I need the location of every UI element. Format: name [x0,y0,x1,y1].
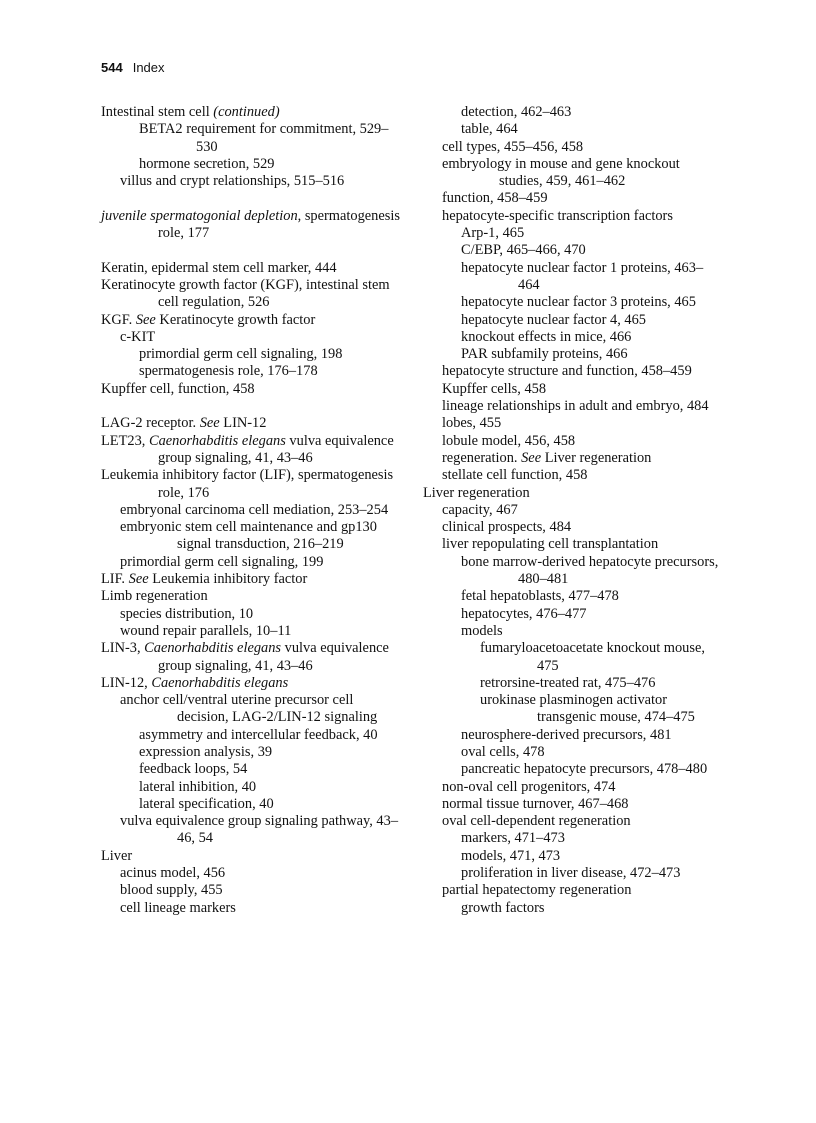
index-entry: LIF. See Leukemia inhibitory factor [101,571,308,588]
entry-spacer [101,242,401,259]
index-entry: LIN-3, Caenorhabditis elegans vulva equivalence group signaling, 41, 43–46 [101,640,389,674]
index-subentry: pancreatic hepatocyte precursors, 478–480 [461,761,708,778]
index-subentry: fumaryloacetoacetate knockout mouse, 475 [480,640,705,674]
index-subentry: knockout effects in mice, 466 [461,328,632,345]
index-subentry: expression analysis, 39 [139,743,273,760]
index-subentry: vulva equivalence group signaling pathway, 43–46, 54 [120,813,399,847]
index-entry: LAG-2 receptor. See LIN-12 [101,415,267,432]
index-subentry: embryology in mouse and gene knockout studies, 459, 461–462 [442,155,680,190]
index-entry: juvenile spermatogonial depletion, spermatogenesis role, 177 [101,207,400,242]
entry-spacer [101,190,401,207]
index-subentry: feedback loops, 54 [139,761,248,778]
index-subentry: hepatocyte nuclear factor 4, 465 [461,311,646,328]
index-subentry: C/EBP, 465–466, 470 [461,242,586,259]
index-subentry: regeneration. See Liver regeneration [442,449,652,466]
index-subentry: proliferation in liver disease, 472–473 [461,865,681,882]
index-subentry: stellate cell function, 458 [442,467,588,484]
index-subentry: oval cells, 478 [461,743,545,760]
index-subentry: normal tissue turnover, 467–468 [442,795,629,812]
index-subentry: hepatocyte structure and function, 458–459 [442,363,692,380]
index-subentry: Kupffer cells, 458 [442,380,547,397]
index-subentry: embryonic stem cell maintenance and gp130 signal transduction, 216–219 [120,519,377,553]
index-subentry: asymmetry and intercellular feedback, 40 [139,726,378,743]
index-subentry: lobule model, 456, 458 [442,432,576,449]
index-subentry: non-oval cell progenitors, 474 [442,778,616,795]
index-subentry: lineage relationships in adult and embryo, 484 [442,398,709,415]
index-column-right [423,104,723,917]
index-entry: LIN-12, Caenorhabditis elegans [101,674,289,691]
index-entry: Limb regeneration [101,588,208,605]
index-subentry: species distribution, 10 [120,605,254,622]
index-subentry: Arp-1, 465 [461,225,525,242]
index-subentry: models [461,622,503,639]
index-subentry: BETA2 requirement for commitment, 529–530 [139,121,389,155]
index-subentry: hepatocyte nuclear factor 1 proteins, 463–464 [461,259,704,293]
index-entry: KGF. See Keratinocyte growth factor [101,311,316,328]
index-subentry: capacity, 467 [442,501,518,518]
index-subentry: urokinase plasminogen activator transgenic mouse, 474–475 [480,692,695,726]
index-subentry: partial hepatectomy regeneration [442,882,632,899]
index-subentry: hepatocytes, 476–477 [461,605,587,622]
index-subentry: retrorsine-treated rat, 475–476 [480,674,656,691]
index-subentry: acinus model, 456 [120,865,226,882]
index-subentry: primordial germ cell signaling, 198 [139,346,343,363]
index-subentry: primordial germ cell signaling, 199 [120,553,324,570]
page-number: 544 [101,60,123,75]
index-subentry: detection, 462–463 [461,104,572,120]
index-subentry: lateral specification, 40 [139,795,274,812]
index-subentry: villus and crypt relationships, 515–516 [120,173,345,190]
index-entry: Leukemia inhibitory factor (LIF), spermatogenesis role, 176 [101,467,394,501]
index-entry: Keratinocyte growth factor (KGF), intestinal stem cell regulation, 526 [101,276,390,311]
index-subentry: fetal hepatoblasts, 477–478 [461,588,619,605]
index-subentry: markers, 471–473 [461,830,565,847]
index-subentry: PAR subfamily proteins, 466 [461,346,628,363]
index-subentry: growth factors [461,899,545,916]
index-subentry: lateral inhibition, 40 [139,778,257,795]
running-head [101,60,165,75]
index-subentry: hormone secretion, 529 [139,155,275,172]
index-subentry: liver repopulating cell transplantation [442,536,659,553]
index-subentry: embryonal carcinoma cell mediation, 253–254 [120,501,389,518]
index-subentry: oval cell-dependent regeneration [442,813,631,830]
index-subentry: table, 464 [461,121,518,138]
entry-spacer [101,398,401,415]
index-entry: Keratin, epidermal stem cell marker, 444 [101,259,337,276]
index-subentry: function, 458–459 [442,190,548,207]
index-subentry: models, 471, 473 [461,847,561,864]
index-entry: LET23, Caenorhabditis elegans vulva equivalence group signaling, 41, 43–46 [101,432,394,466]
index-subentry: neurosphere-derived precursors, 481 [461,726,672,743]
index-subentry: clinical prospects, 484 [442,519,572,536]
index-subentry: hepatocyte-specific transcription factors [442,207,673,224]
index-subentry: cell lineage markers [120,899,236,916]
index-subentry: bone marrow-derived hepatocyte precursors, 480–481 [461,553,719,588]
index-subentry: c-KIT [120,328,156,345]
index-column-left [101,104,401,917]
index-subentry: blood supply, 455 [120,882,223,899]
index-subentry: hepatocyte nuclear factor 3 proteins, 465 [461,294,696,311]
index-entry: Kupffer cell, function, 458 [101,380,255,397]
index-subentry: wound repair parallels, 10–11 [120,622,292,639]
index-entry: Liver [101,847,133,864]
section-title: Index [132,60,165,75]
index-subentry: lobes, 455 [442,415,502,432]
index-subentry: spermatogenesis role, 176–178 [139,363,318,380]
index-subentry: anchor cell/ventral uterine precursor cell decision, LAG-2/LIN-12 signaling [120,692,378,726]
index-entry: Intestinal stem cell (continued) [101,104,280,120]
index-subentry: cell types, 455–456, 458 [442,138,584,155]
index-entry: Liver regeneration [423,484,530,501]
